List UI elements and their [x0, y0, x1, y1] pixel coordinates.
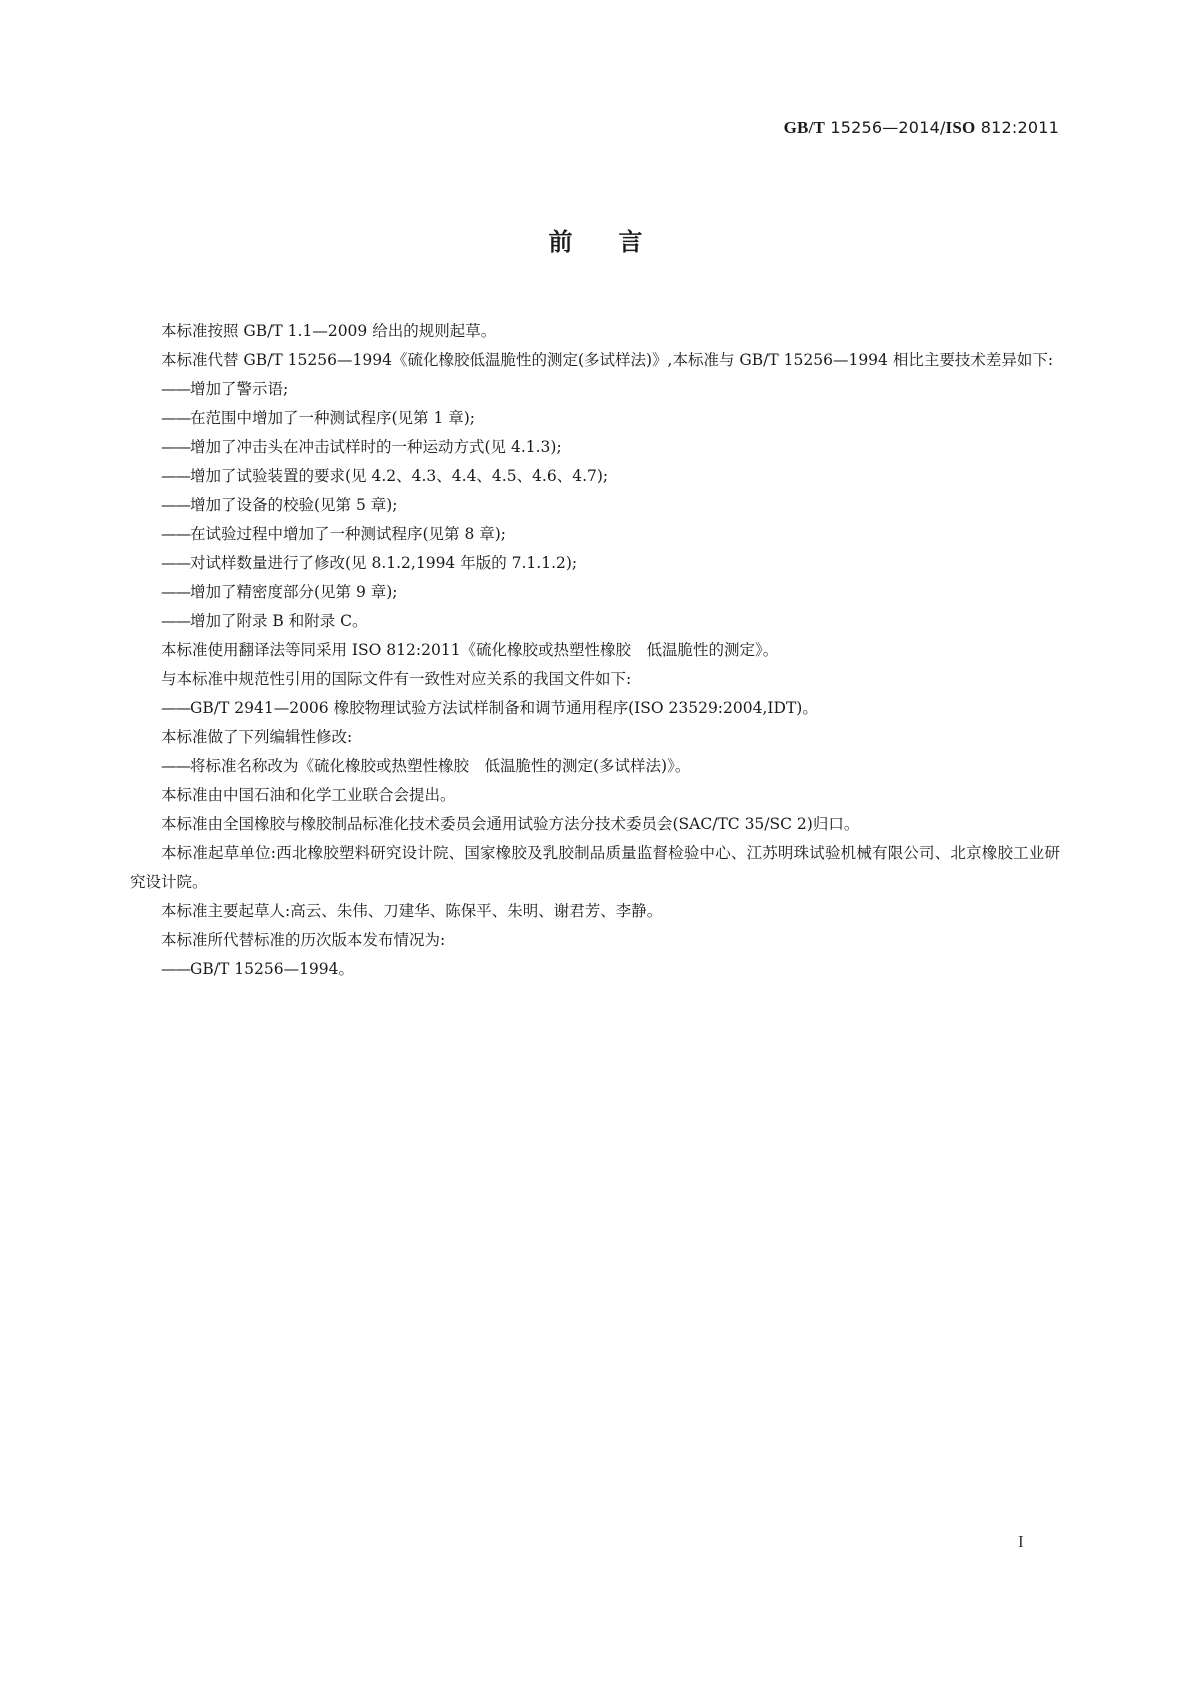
page-title: 前言	[548, 228, 689, 256]
dash-marker: ——	[161, 699, 190, 717]
dash-marker: ——	[161, 525, 190, 543]
dash-marker: ——	[161, 438, 190, 456]
gb-prefix: GB/T	[783, 118, 826, 137]
dash-marker: ——	[161, 409, 190, 427]
dash-marker: ——	[161, 554, 190, 572]
dash-marker: ——	[161, 583, 190, 601]
list-item-history: ——GB/T 15256—1994。	[130, 955, 1060, 984]
paragraph-proposed-by: 本标准由中国石油和化学工业联合会提出。	[161, 786, 456, 804]
paragraph-iso-adoption: 本标准使用翻译法等同采用 ISO 812:2011《硫化橡胶或热塑性橡胶 低温脆性的测定》。	[161, 641, 779, 659]
list-item: ——增加了附录 B 和附录 C。	[130, 607, 1060, 636]
list-item: ——增加了试验装置的要求(见 4.2、4.3、4.4、4.5、4.6、4.7);	[130, 462, 1060, 491]
page-number: I	[1018, 1532, 1024, 1551]
list-item-reference: ——GB/T 2941—2006 橡胶物理试验方法试样制备和调节通用程序(ISO 23529:2004,IDT)。	[130, 694, 1060, 723]
gb-number: 15256—2014/	[825, 118, 946, 137]
list-item: ——增加了冲击头在冲击试样时的一种运动方式(见 4.1.3);	[130, 433, 1060, 462]
list-item: ——在范围中增加了一种测试程序(见第 1 章);	[130, 404, 1060, 433]
list-item: ——增加了设备的校验(见第 5 章);	[130, 491, 1060, 520]
paragraph-drafting-units: 本标准起草单位:西北橡胶塑料研究设计院、国家橡胶及乳胶制品质量监督检验中心、江苏明珠试验机械有限公司、北京橡胶工业研究设计院。	[130, 844, 1060, 891]
paragraph-drafters: 本标准主要起草人:高云、朱伟、刀建华、陈保平、朱明、谢君芳、李静。	[161, 902, 663, 920]
paragraph-responsible-committee: 本标准由全国橡胶与橡胶制品标准化技术委员会通用试验方法分技术委员会(SAC/TC 35/SC 2)归口。	[161, 815, 860, 833]
foreword-body	[130, 317, 1060, 984]
dash-marker: ——	[161, 612, 190, 630]
paragraph-drafting-rules: 本标准按照 GB/T 1.1—2009 给出的规则起草。	[161, 322, 497, 340]
list-item: ——对试样数量进行了修改(见 8.1.2,1994 年版的 7.1.1.2);	[130, 549, 1060, 578]
dash-marker: ——	[161, 380, 190, 398]
list-item: ——增加了警示语;	[130, 375, 1060, 404]
technical-changes-list	[130, 375, 1060, 636]
iso-number: 812:2011	[975, 118, 1059, 137]
dash-marker: ——	[161, 496, 190, 514]
list-item: ——增加了精密度部分(见第 9 章);	[130, 578, 1060, 607]
paragraph-history: 本标准所代替标准的历次版本发布情况为:	[161, 931, 446, 949]
dash-marker: ——	[161, 960, 190, 978]
list-item-editorial: ——将标准名称改为《硫化橡胶或热塑性橡胶 低温脆性的测定(多试样法)》。	[130, 752, 1060, 781]
standard-code-header	[784, 118, 1059, 138]
dash-marker: ——	[161, 467, 190, 485]
paragraph-editorial-changes: 本标准做了下列编辑性修改:	[161, 728, 353, 746]
paragraph-replacement: 本标准代替 GB/T 15256—1994《硫化橡胶低温脆性的测定(多试样法)》,本标准与 GB/T 15256—1994 相比主要技术差异如下:	[161, 351, 1054, 369]
paragraph-normative-refs: 与本标准中规范性引用的国际文件有一致性对应关系的我国文件如下:	[161, 670, 632, 688]
iso-prefix: ISO	[945, 118, 976, 137]
dash-marker: ——	[161, 757, 190, 775]
list-item: ——在试验过程中增加了一种测试程序(见第 8 章);	[130, 520, 1060, 549]
